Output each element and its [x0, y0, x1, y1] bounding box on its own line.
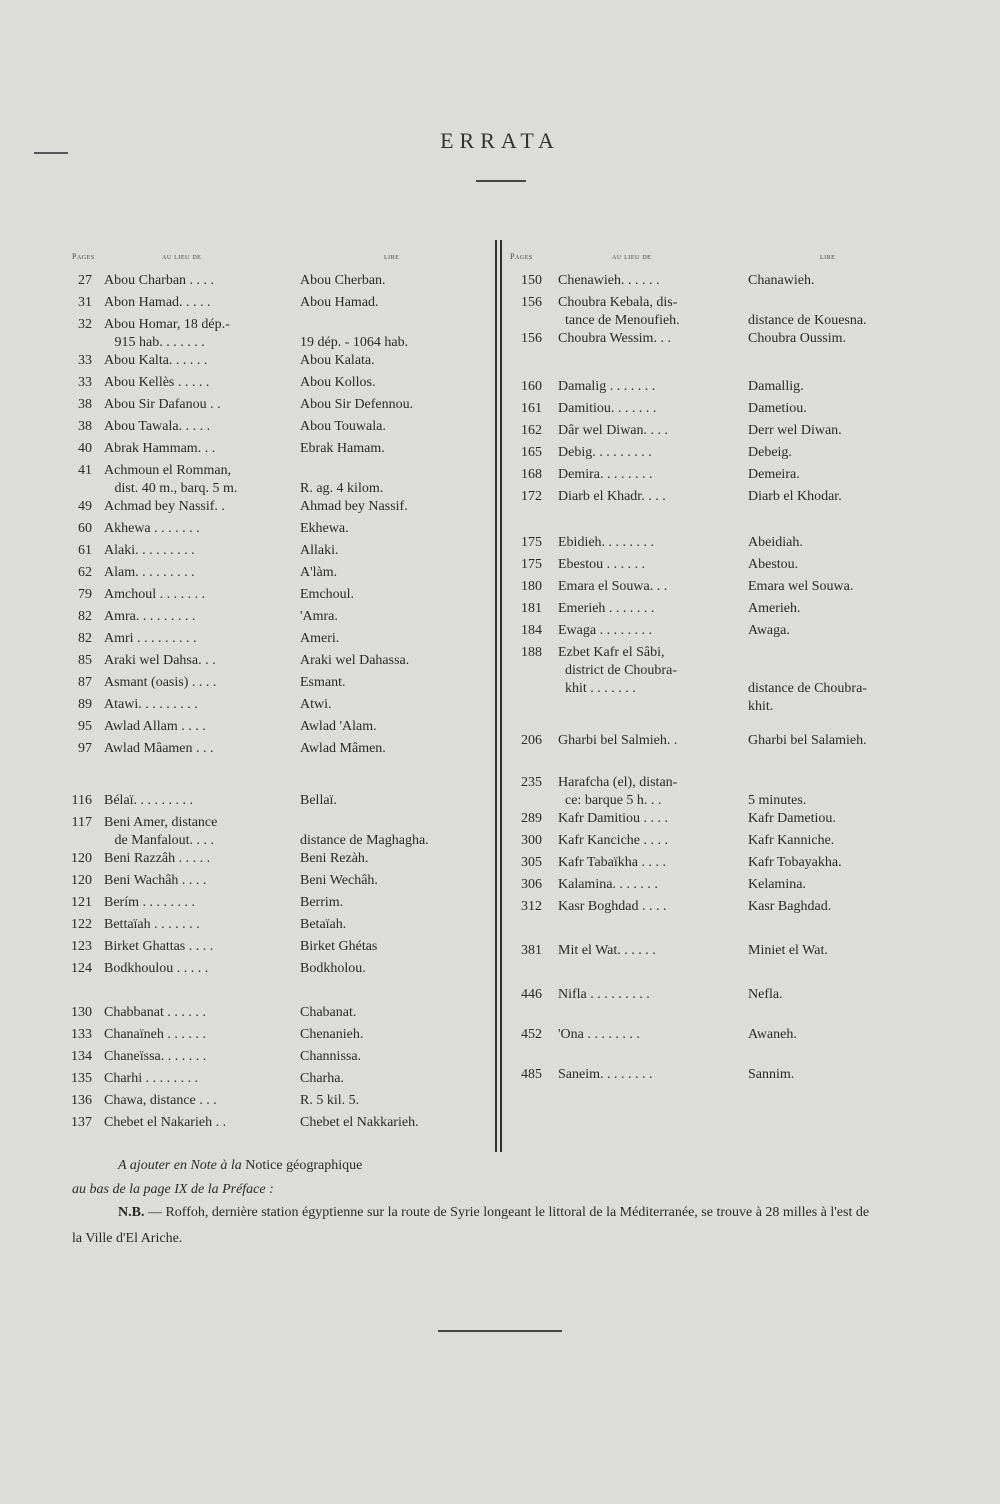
errata-correct-text: Amerieh. [748, 601, 801, 616]
errata-row [62, 440, 492, 462]
errata-correct-text: Birket Ghétas [300, 939, 378, 954]
errata-correct-text: Chabanat. [300, 1005, 357, 1020]
errata-page-number: 33 [78, 375, 92, 390]
errata-row [62, 316, 492, 350]
errata-row [512, 400, 982, 422]
errata-row [512, 272, 982, 294]
errata-page-number: 124 [71, 961, 92, 976]
errata-correct-text: Kelamina. [748, 877, 806, 892]
errata-correct-text: Charha. [300, 1071, 344, 1086]
errata-correct-text: Abeidiah. [748, 535, 803, 550]
errata-row [512, 854, 982, 876]
errata-row [512, 444, 982, 466]
errata-correct-text: Channissa. [300, 1049, 362, 1064]
errata-wrong-text: Beni Wachâh . . . . [104, 873, 207, 888]
errata-correct-text: Ahmad bey Nassif. [300, 499, 408, 514]
errata-page-number: 156 [521, 331, 542, 346]
errata-wrong-text: Alam. . . . . . . . . [104, 565, 195, 580]
errata-correct-text: Awlad 'Alam. [300, 719, 377, 734]
errata-wrong-text: Beni Razzâh . . . . . [104, 851, 211, 866]
errata-wrong-text: Bettaïah . . . . . . . [104, 917, 200, 932]
errata-wrong-text: Araki wel Dahsa. . . [104, 653, 216, 668]
errata-page-number: 95 [78, 719, 92, 734]
errata-row [62, 630, 492, 652]
errata-wrong-text: Emerieh . . . . . . . [558, 601, 655, 616]
errata-correct-text: Ebrak Hamam. [300, 441, 385, 456]
errata-page-number: 305 [521, 855, 542, 870]
errata-page-number: 300 [521, 833, 542, 848]
errata-correct-text: Miniet el Wat. [748, 943, 828, 958]
errata-wrong-text: Chanaïneh . . . . . . [104, 1027, 206, 1042]
page-title: ERRATA [440, 128, 560, 153]
errata-page-number: 137 [71, 1115, 92, 1130]
errata-correct-text: Atwi. [300, 697, 332, 712]
errata-correct-text: A'làm. [300, 565, 338, 580]
errata-page-number: 27 [78, 273, 92, 288]
errata-row [512, 876, 982, 898]
errata-wrong-text: Choubra Kebala, dis- tance de Menoufieh. [558, 295, 680, 328]
errata-wrong-text: Chabbanat . . . . . . [104, 1005, 206, 1020]
errata-page-number: 121 [71, 895, 92, 910]
errata-row [512, 1026, 982, 1048]
errata-row [62, 294, 492, 316]
errata-page-number: 485 [521, 1067, 542, 1082]
errata-page-number: 32 [78, 317, 92, 332]
note-location: au bas de la page IX de la Préface : [72, 1182, 274, 1197]
header-lire-left: lire [384, 252, 400, 261]
bottom-rule [438, 1330, 562, 1332]
errata-page-number: 181 [521, 601, 542, 616]
column-divider [495, 240, 497, 1152]
errata-page-number: 82 [78, 631, 92, 646]
errata-page-number: 184 [521, 623, 542, 638]
errata-correct-text: Abou Hamad. [300, 295, 379, 310]
errata-correct-text: Chebet el Nakkarieh. [300, 1115, 419, 1130]
errata-page-number: 165 [521, 445, 542, 460]
errata-wrong-text: Kafr Tabaïkha . . . . [558, 855, 667, 870]
errata-wrong-text: Beni Amer, distance de Manfalout. . . . [104, 815, 218, 848]
errata-row [512, 986, 982, 1008]
errata-wrong-text: Gharbi bel Salmieh. . [558, 733, 678, 748]
errata-row [512, 330, 982, 352]
errata-page-number: 161 [521, 401, 542, 416]
errata-page-number: 82 [78, 609, 92, 624]
errata-correct-text: Bellaï. [300, 793, 337, 808]
errata-row [512, 810, 982, 832]
errata-page-number: 120 [71, 873, 92, 888]
errata-wrong-text: Choubra Wessim. . . [558, 331, 671, 346]
errata-wrong-text: Berím . . . . . . . . [104, 895, 195, 910]
errata-correct-text: Beni Rezàh. [300, 851, 369, 866]
errata-wrong-text: Abou Homar, 18 dép.- 915 hab. . . . . . . [104, 317, 230, 350]
errata-row [62, 652, 492, 674]
errata-wrong-text: Kafr Damitiou . . . . [558, 811, 669, 826]
errata-page-number: 87 [78, 675, 92, 690]
errata-wrong-text: Asmant (oasis) . . . . [104, 675, 217, 690]
errata-wrong-text: Ezbet Kafr el Sâbi, district de Choubra- khit . . . . . . . [558, 645, 677, 696]
errata-wrong-text: Ebestou . . . . . . [558, 557, 646, 572]
errata-wrong-text: Demira. . . . . . . . [558, 467, 653, 482]
errata-row [512, 534, 982, 556]
errata-wrong-text: Charhi . . . . . . . . [104, 1071, 199, 1086]
errata-row [62, 396, 492, 418]
errata-row [62, 1114, 492, 1136]
errata-page-number: 123 [71, 939, 92, 954]
errata-wrong-text: Emara el Souwa. . . [558, 579, 668, 594]
errata-wrong-text: Damalig . . . . . . . [558, 379, 656, 394]
column-divider [500, 240, 502, 1152]
errata-wrong-text: Atawi. . . . . . . . . [104, 697, 198, 712]
errata-row [512, 644, 982, 714]
errata-row [62, 696, 492, 718]
errata-row [62, 418, 492, 440]
errata-row [512, 488, 982, 510]
errata-correct-text: distance de Kouesna. [748, 313, 867, 328]
errata-row [512, 294, 982, 328]
errata-row [512, 832, 982, 854]
errata-correct-text: Araki wel Dahassa. [300, 653, 410, 668]
nb-text: — Roffoh, dernière station égyptienne sur la route de Syrie longeant le littoral de la Méditerranée, se trouve à 28 milles à l'est de la Ville d'El Ariche. [72, 1205, 870, 1246]
errata-page-number: 162 [521, 423, 542, 438]
errata-correct-text: Chenanieh. [300, 1027, 364, 1042]
errata-wrong-text: Abou Charban . . . . [104, 273, 215, 288]
errata-page-number: 49 [78, 499, 92, 514]
errata-wrong-text: Akhewa . . . . . . . [104, 521, 200, 536]
errata-correct-text: Berrim. [300, 895, 344, 910]
errata-wrong-text: Abou Kalta. . . . . . [104, 353, 208, 368]
errata-wrong-text: Saneim. . . . . . . . [558, 1067, 653, 1082]
errata-row [512, 422, 982, 444]
errata-wrong-text: Abou Sir Dafanou . . [104, 397, 221, 412]
errata-wrong-text: Debig. . . . . . . . . [558, 445, 652, 460]
note-intro-rest: Notice géographique [245, 1158, 363, 1173]
errata-page-number: 31 [78, 295, 92, 310]
errata-row [62, 916, 492, 938]
errata-page-number: 79 [78, 587, 92, 602]
errata-wrong-text: Abon Hamad. . . . . [104, 295, 211, 310]
errata-row [512, 378, 982, 400]
errata-page-number: 116 [71, 793, 92, 808]
errata-correct-text: Dametiou. [748, 401, 807, 416]
errata-wrong-text: Mit el Wat. . . . . . [558, 943, 656, 958]
errata-page-number: 62 [78, 565, 92, 580]
errata-page-number: 33 [78, 353, 92, 368]
errata-page-number: 40 [78, 441, 92, 456]
errata-row [512, 942, 982, 964]
errata-correct-text: Demeira. [748, 467, 800, 482]
errata-correct-text: Abou Cherban. [300, 273, 386, 288]
errata-page-number: 134 [71, 1049, 92, 1064]
header-au-lieu-de-left: au lieu de [162, 252, 202, 261]
errata-wrong-text: Kalamina. . . . . . . [558, 877, 658, 892]
errata-correct-text: Awaneh. [748, 1027, 797, 1042]
errata-page-number: 381 [521, 943, 542, 958]
errata-page-number: 41 [78, 463, 92, 478]
errata-correct-text: Kasr Baghdad. [748, 899, 832, 914]
errata-wrong-text: Dâr wel Diwan. . . . [558, 423, 669, 438]
errata-row [62, 462, 492, 496]
errata-correct-text: Kafr Kanniche. [748, 833, 835, 848]
errata-wrong-text: 'Ona . . . . . . . . [558, 1027, 640, 1042]
errata-page-number: 172 [521, 489, 542, 504]
errata-correct-text: Ekhewa. [300, 521, 349, 536]
errata-wrong-text: Awlad Allam . . . . [104, 719, 206, 734]
errata-row [512, 578, 982, 600]
errata-page-number: 306 [521, 877, 542, 892]
errata-row [62, 792, 492, 814]
errata-page-number: 136 [71, 1093, 92, 1108]
errata-correct-text: Kafr Tobayakha. [748, 855, 842, 870]
errata-row [62, 872, 492, 894]
errata-correct-text: distance de Choubra- khit. [748, 681, 867, 714]
errata-page-number: 175 [521, 535, 542, 550]
errata-page-number: 289 [521, 811, 542, 826]
errata-page-number: 235 [521, 775, 542, 790]
errata-row [512, 1066, 982, 1088]
errata-wrong-text: Ebidieh. . . . . . . . [558, 535, 655, 550]
errata-correct-text: R. 5 kil. 5. [300, 1093, 360, 1108]
errata-row [62, 960, 492, 982]
nb-paragraph [72, 1200, 872, 1252]
errata-correct-text: Bodkholou. [300, 961, 366, 976]
errata-row [512, 600, 982, 622]
errata-row [62, 352, 492, 374]
errata-page-number: 446 [521, 987, 542, 1002]
errata-correct-text: Damallig. [748, 379, 804, 394]
errata-wrong-text: Abrak Hammam. . . [104, 441, 216, 456]
errata-correct-text: Choubra Oussim. [748, 331, 846, 346]
errata-wrong-text: Nifla . . . . . . . . . [558, 987, 650, 1002]
errata-page-number: 89 [78, 697, 92, 712]
errata-row [62, 272, 492, 294]
errata-page-number: 60 [78, 521, 92, 536]
errata-page-number: 156 [521, 295, 542, 310]
errata-correct-text: Allaki. [300, 543, 339, 558]
errata-page-number: 206 [521, 733, 542, 748]
errata-page-number: 135 [71, 1071, 92, 1086]
errata-row [62, 374, 492, 396]
errata-row [62, 608, 492, 630]
errata-row [512, 622, 982, 644]
errata-wrong-text: Amri . . . . . . . . . [104, 631, 197, 646]
errata-wrong-text: Abou Tawala. . . . . [104, 419, 211, 434]
errata-row [512, 774, 982, 808]
errata-page-number: 120 [71, 851, 92, 866]
header-pages-left: Pages [72, 252, 95, 261]
errata-wrong-text: Harafcha (el), distan- ce: barque 5 h. . . [558, 775, 678, 808]
errata-row [62, 542, 492, 564]
errata-wrong-text: Damitiou. . . . . . . [558, 401, 657, 416]
errata-row [62, 850, 492, 872]
errata-correct-text: Debeig. [748, 445, 792, 460]
errata-correct-text: Abou Kollos. [300, 375, 376, 390]
errata-correct-text: Ameri. [300, 631, 340, 646]
errata-page-number: 97 [78, 741, 92, 756]
errata-wrong-text: Bodkhoulou . . . . . [104, 961, 209, 976]
errata-row [512, 556, 982, 578]
errata-row [62, 718, 492, 740]
nb-label: N.B. [118, 1205, 145, 1220]
errata-row [62, 1004, 492, 1026]
errata-wrong-text: Kafr Kanciche . . . . [558, 833, 669, 848]
note-intro [118, 1158, 362, 1174]
errata-row [62, 564, 492, 586]
errata-correct-text: Sannim. [748, 1067, 795, 1082]
errata-correct-text: 'Amra. [300, 609, 338, 624]
header-lire-right: lire [820, 252, 836, 261]
errata-correct-text: distance de Maghagha. [300, 833, 429, 848]
errata-wrong-text: Chawa, distance . . . [104, 1093, 217, 1108]
errata-row [62, 814, 492, 848]
errata-correct-text: Abou Sir Defennou. [300, 397, 414, 412]
errata-row [512, 466, 982, 488]
errata-wrong-text: Alaki. . . . . . . . . [104, 543, 195, 558]
errata-correct-text: Awaga. [748, 623, 790, 638]
errata-row [62, 498, 492, 520]
errata-row [62, 674, 492, 696]
errata-correct-text: Awlad Mâmen. [300, 741, 386, 756]
errata-wrong-text: Kasr Boghdad . . . . [558, 899, 667, 914]
errata-wrong-text: Awlad Mâamen . . . [104, 741, 214, 756]
errata-correct-text: Derr wel Diwan. [748, 423, 842, 438]
errata-wrong-text: Chebet el Nakarieh . . [104, 1115, 227, 1130]
errata-page-number: 168 [521, 467, 542, 482]
header-au-lieu-de-right: au lieu de [612, 252, 652, 261]
errata-correct-text: Emara wel Souwa. [748, 579, 854, 594]
errata-row [62, 1092, 492, 1114]
errata-page-number: 160 [521, 379, 542, 394]
errata-page-number: 188 [521, 645, 542, 660]
errata-row [62, 938, 492, 960]
errata-correct-text: Abou Touwala. [300, 419, 386, 434]
errata-wrong-text: Chenawieh. . . . . . [558, 273, 660, 288]
errata-page-number: 61 [78, 543, 92, 558]
errata-row [62, 1048, 492, 1070]
errata-wrong-text: Bélaï. . . . . . . . . [104, 793, 194, 808]
errata-row [512, 898, 982, 920]
errata-correct-text: 19 dép. - 1064 hab. [300, 335, 409, 350]
errata-wrong-text: Achmoun el Romman, dist. 40 m., barq. 5 m. [104, 463, 238, 496]
errata-page-number: 38 [78, 419, 92, 434]
title-rule [476, 180, 526, 182]
errata-page-number: 85 [78, 653, 92, 668]
errata-row [512, 732, 982, 754]
errata-correct-text: R. ag. 4 kilom. [300, 481, 384, 496]
errata-page-number: 175 [521, 557, 542, 572]
errata-correct-text: Betaïah. [300, 917, 347, 932]
errata-row [62, 520, 492, 542]
errata-correct-text: Abestou. [748, 557, 799, 572]
errata-correct-text: Nefla. [748, 987, 783, 1002]
errata-correct-text: Emchoul. [300, 587, 355, 602]
errata-wrong-text: Achmad bey Nassif. . [104, 499, 225, 514]
errata-correct-text: Chanawieh. [748, 273, 815, 288]
errata-page-number: 38 [78, 397, 92, 412]
errata-wrong-text: Birket Ghattas . . . . [104, 939, 214, 954]
errata-correct-text: Diarb el Khodar. [748, 489, 842, 504]
errata-page-number: 133 [71, 1027, 92, 1042]
errata-row [62, 586, 492, 608]
errata-page-number: 452 [521, 1027, 542, 1042]
header-pages-right: Pages [510, 252, 533, 261]
errata-correct-text: 5 minutes. [748, 793, 807, 808]
errata-row [62, 740, 492, 762]
errata-row [62, 1070, 492, 1092]
errata-page-number: 312 [521, 899, 542, 914]
errata-page-number: 180 [521, 579, 542, 594]
errata-wrong-text: Amchoul . . . . . . . [104, 587, 206, 602]
errata-page-number: 117 [71, 815, 92, 830]
errata-row [62, 894, 492, 916]
errata-wrong-text: Ewaga . . . . . . . . [558, 623, 653, 638]
errata-correct-text: Kafr Dametiou. [748, 811, 836, 826]
errata-wrong-text: Abou Kellès . . . . . [104, 375, 210, 390]
errata-page-number: 130 [71, 1005, 92, 1020]
note-intro-italic: A ajouter en Note à la [118, 1158, 242, 1173]
errata-correct-text: Esmant. [300, 675, 346, 690]
errata-wrong-text: Amra. . . . . . . . . [104, 609, 196, 624]
errata-correct-text: Gharbi bel Salamieh. [748, 733, 867, 748]
errata-wrong-text: Diarb el Khadr. . . . [558, 489, 666, 504]
errata-page-number: 150 [521, 273, 542, 288]
errata-page-number: 122 [71, 917, 92, 932]
errata-wrong-text: Chaneïssa. . . . . . . [104, 1049, 207, 1064]
errata-correct-text: Abou Kalata. [300, 353, 375, 368]
errata-row [62, 1026, 492, 1048]
errata-correct-text: Beni Wechâh. [300, 873, 378, 888]
